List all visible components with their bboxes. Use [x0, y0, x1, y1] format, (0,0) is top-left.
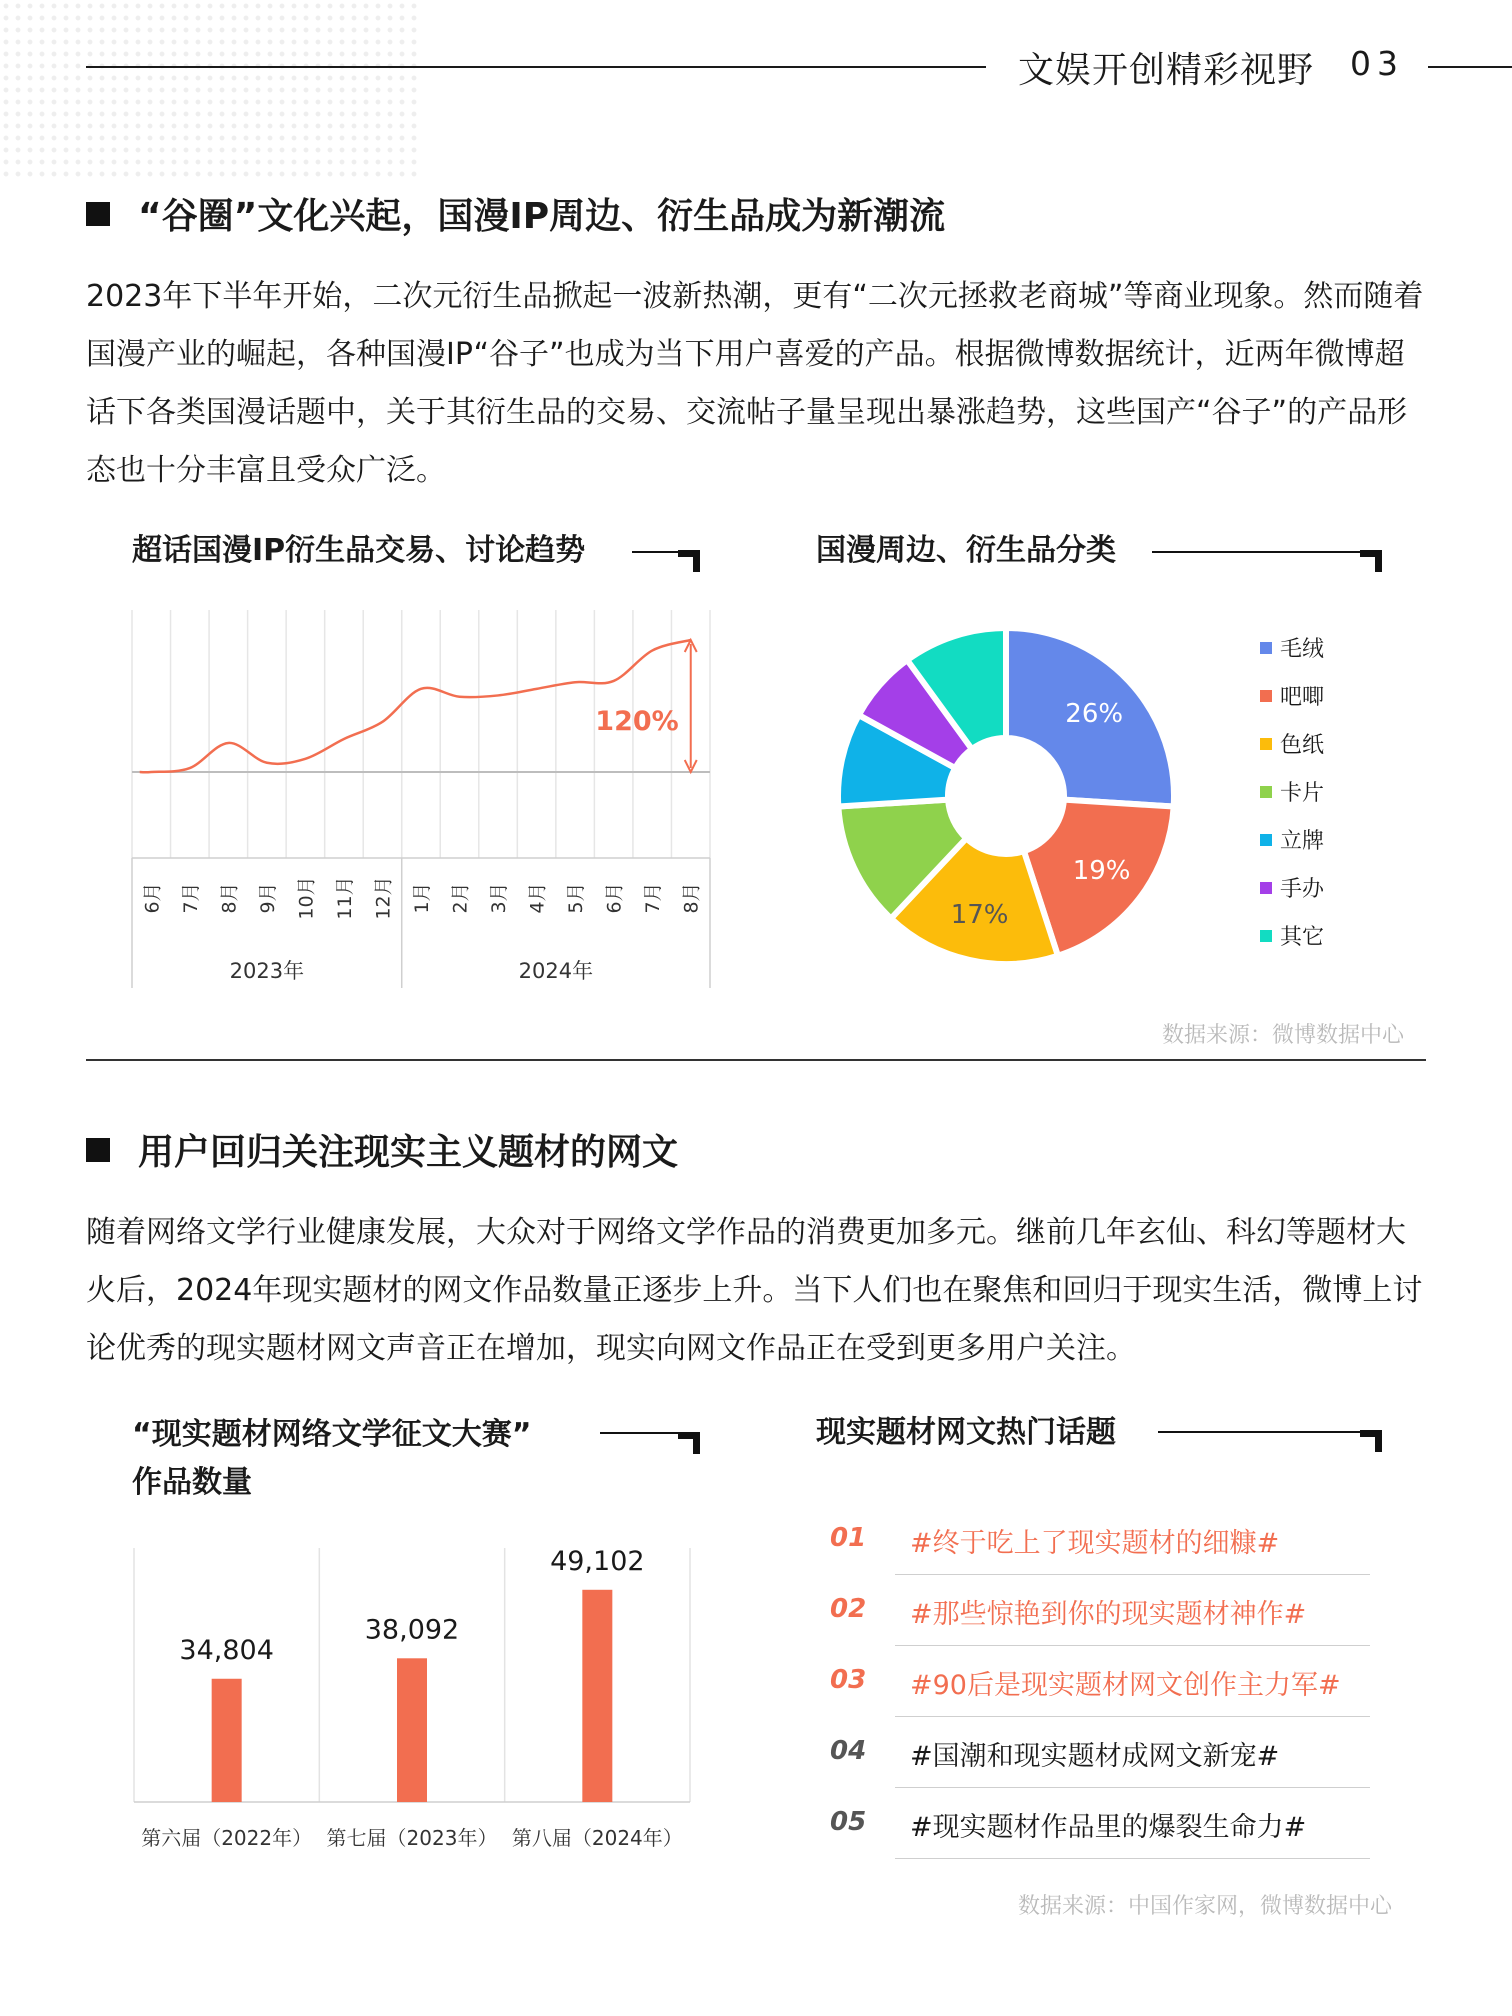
legend-label: 立牌: [1280, 829, 1325, 854]
bar-value-label: 49,102: [550, 1545, 645, 1577]
x-group-label: 2024年: [518, 959, 594, 983]
x-tick-label: 4月: [526, 882, 549, 914]
pie-data-label: 26%: [1065, 699, 1124, 730]
topic-separator: [895, 1858, 1370, 1860]
topic-row[interactable]: [830, 1789, 1370, 1859]
title-rule: [1158, 1431, 1378, 1433]
topic-row[interactable]: [830, 1718, 1370, 1788]
x-tick-label: 9月: [256, 882, 279, 914]
topic-hashtag-link[interactable]: #终于吃上了现实题材的细糠#: [910, 1528, 1280, 1559]
bar-chart-title-line1: “现实题材网络文学征文大赛”: [132, 1417, 532, 1452]
section1-source: 数据来源：微博数据中心: [1162, 1023, 1405, 1048]
section1-paragraph: 2023年下半年开始，二次元衍生品掀起一波新热潮，更有“二次元拯救老商城”等商业现象。然而随着国漫产业的崛起，各种国漫IP“谷子”也成为当下用户喜爱的产品。根据微博数据统计，近两年微博超话下各类国漫话题中，关于其衍生品的交易、交流帖子量呈现出暴涨趋势，这些国产“谷子”的产品形态也十分丰富且受众广泛。: [86, 279, 1424, 488]
bar-chart-title-line2: 作品数量: [132, 1465, 252, 1500]
topic-hashtag-link[interactable]: #90后是现实题材网文创作主力军#: [910, 1670, 1341, 1701]
topic-rank: 05: [830, 1807, 867, 1837]
x-tick-label: 8月: [680, 882, 703, 914]
x-tick-label: 8月: [218, 882, 241, 914]
topic-rank: 04: [830, 1736, 867, 1766]
topic-row[interactable]: [830, 1647, 1370, 1717]
x-tick-label: 6月: [603, 882, 626, 914]
section1-heading-text: “谷圈”文化兴起，国漫IP周边、衍生品成为新潮流: [138, 196, 946, 237]
x-tick-label: 1月: [411, 882, 433, 914]
x-tick-label: 2月: [449, 882, 472, 914]
bar: [212, 1679, 242, 1802]
line-chart-title: 超话国漫IP衍生品交易、讨论趋势: [132, 533, 586, 568]
topic-separator: [895, 1645, 1370, 1647]
legend-label: 其它: [1280, 925, 1325, 950]
pie-chart-title: 国漫周边、衍生品分类: [816, 533, 1116, 568]
section2-heading-text: 用户回归关注现实主义题材的网文: [138, 1132, 679, 1173]
topic-row[interactable]: [830, 1576, 1370, 1646]
legend-label: 色纸: [1280, 733, 1325, 758]
x-tick-label: 第八届（2024年）: [511, 1826, 683, 1850]
x-tick-label: 10月: [295, 876, 318, 920]
growth-annotation: 120%: [595, 706, 679, 737]
topic-hashtag-link[interactable]: #那些惊艳到你的现实题材神作#: [910, 1599, 1307, 1630]
topic-rank: 02: [830, 1594, 867, 1624]
bar-value-label: 38,092: [364, 1614, 460, 1646]
pie-data-label: 17%: [950, 900, 1009, 931]
topic-separator: [895, 1787, 1370, 1789]
x-tick-label: 3月: [488, 882, 511, 914]
topics-title: 现实题材网文热门话题: [816, 1415, 1116, 1450]
bar-value-label: 34,804: [179, 1634, 274, 1666]
topic-hashtag-link[interactable]: #国潮和现实题材成网文新宠#: [910, 1741, 1280, 1772]
section2-paragraph: 随着网络文学行业健康发展，大众对于网络文学作品的消费更加多元。继前几年玄仙、科幻等题材大火后，2024年现实题材的网文作品数量正逐步上升。当下人们也在聚焦和回归于现实生活，微博上讨论优秀的现实题材网文声音正在增加，现实向网文作品正在受到更多用户关注。: [86, 1215, 1423, 1366]
page-number: 03: [1350, 44, 1404, 83]
bar: [582, 1590, 612, 1802]
topic-hashtag-link[interactable]: #现实题材作品里的爆裂生命力#: [910, 1812, 1307, 1843]
topic-rank: 01: [830, 1523, 867, 1553]
x-tick-label: 7月: [642, 882, 665, 914]
x-tick-label: 第六届（2022年）: [141, 1826, 313, 1850]
topic-separator: [895, 1574, 1370, 1576]
x-tick-label: 5月: [565, 882, 588, 914]
topic-separator: [895, 1716, 1370, 1718]
legend-label: 吧唧: [1280, 685, 1325, 710]
bracket-corner-icon: [1360, 1430, 1382, 1452]
x-tick-label: 11月: [333, 876, 356, 920]
section2-source: 数据来源：中国作家网，微博数据中心: [1018, 1894, 1393, 1919]
x-tick-label: 7月: [179, 882, 202, 914]
topic-rank: 03: [830, 1665, 867, 1695]
x-group-label: 2023年: [229, 959, 305, 983]
bar: [397, 1658, 427, 1802]
legend-label: 毛绒: [1280, 637, 1325, 662]
x-tick-label: 6月: [141, 882, 164, 914]
x-tick-label: 12月: [372, 876, 395, 920]
legend-label: 卡片: [1280, 781, 1325, 806]
topic-row[interactable]: [830, 1505, 1370, 1575]
page-title: 文娱开创精彩视野: [1018, 50, 1315, 91]
pie-data-label: 19%: [1072, 856, 1131, 887]
x-tick-label: 第七届（2023年）: [326, 1826, 498, 1850]
legend-label: 手办: [1280, 877, 1325, 902]
